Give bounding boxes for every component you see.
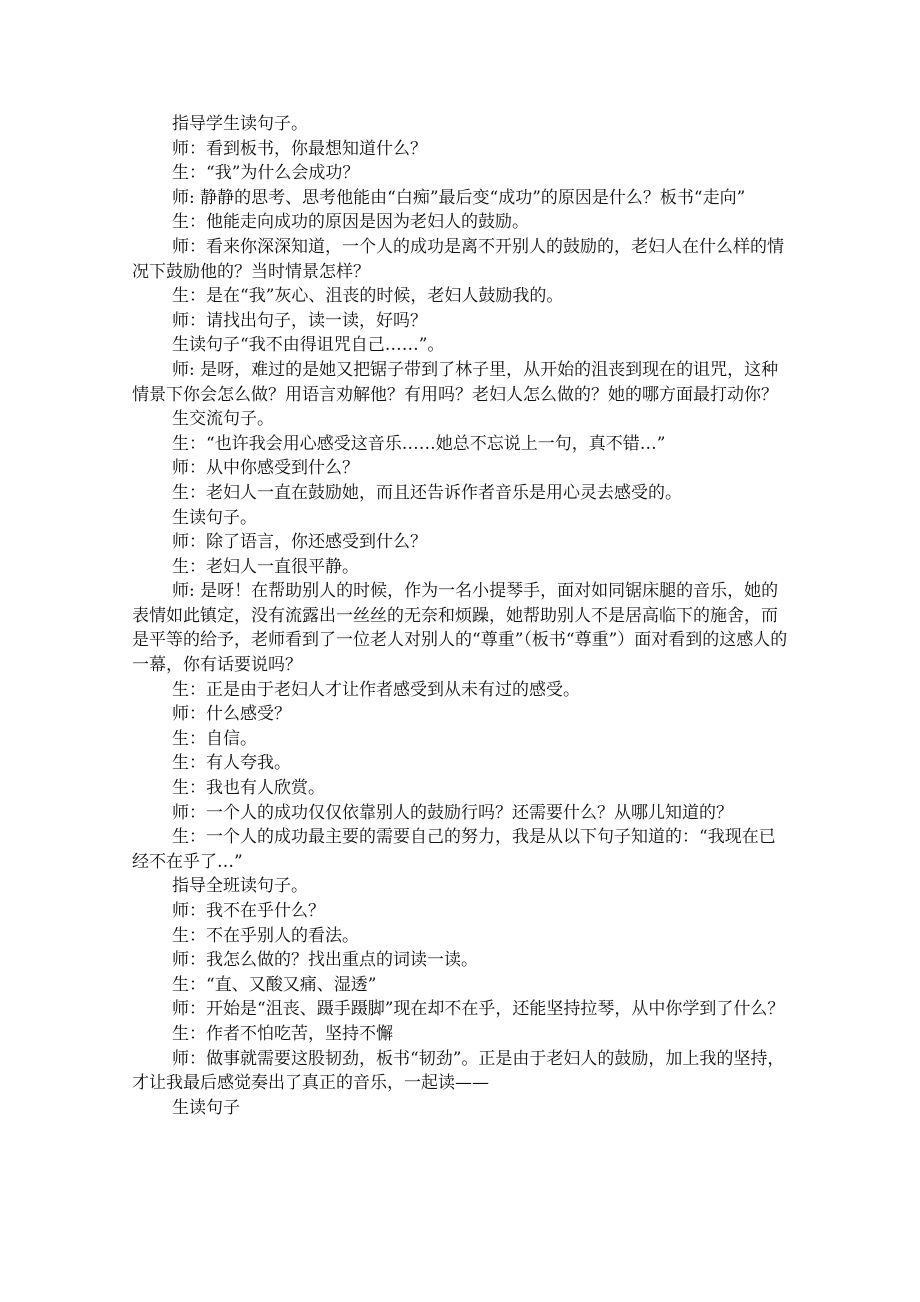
paragraph: 师：从中你感受到什么？ (172, 458, 359, 479)
paragraph: 生：老妇人一直在鼓励她，而且还告诉作者音乐是用心灵去感受的。 (172, 482, 682, 503)
paragraph: 生交流句子。 (172, 409, 274, 430)
paragraph: 师：请找出句子，读一读，好吗？ (172, 310, 427, 331)
paragraph: 生：“我”为什么会成功？ (172, 163, 360, 184)
paragraph: 生读句子“我不由得诅咒自己……”。 (172, 335, 445, 356)
paragraph: 生：我也有人欣赏。 (172, 778, 325, 799)
paragraph: 师：我不在乎什么？ (172, 901, 325, 921)
paragraph: 生：“直、又酸又痛、湿透” (172, 974, 377, 995)
paragraph: 生读句子。 (172, 507, 257, 528)
paragraph: 生：“也许我会用心感受这音乐……她总不忘说上一句，真不错…” (172, 433, 666, 454)
paragraph: 师：我怎么做的？找出重点的词读一读。 (172, 950, 478, 971)
lesson-transcript (132, 112, 788, 1120)
paragraph: 师: 是呀，难过的是她又把锯子带到了林子里，从开始的沮丧到现在的诅咒，这种情景下你会怎么做？用语言劝解他？有用吗？老妇人怎么做的？她的哪方面最打动你？ (132, 359, 779, 405)
paragraph: 师：看来你深深知道，一个人的成功是离不开别人的鼓励的，老妇人在什么样的情况下鼓励他的？当时情景怎样？ (132, 236, 784, 282)
paragraph: 生：有人夸我。 (172, 753, 291, 774)
paragraph: 生：不在乎别人的看法。 (172, 925, 359, 946)
paragraph: 师：做事就需要这股韧劲，板书“韧劲”。正是由于老妇人的鼓励，加上我的坚持，才让我最后感觉奏出了真正的音乐，一起读—— (132, 1048, 785, 1094)
paragraph: 师: 静静的思考、思考他能由“白痴”最后变“成功”的原因是什么？板书“走向” (172, 187, 746, 208)
paragraph: 师：什么感受？ (172, 704, 291, 725)
paragraph: 生：是在“我”灰心、沮丧的时候，老妇人鼓励我的。 (172, 286, 564, 307)
paragraph: 生：正是由于老妇人才让作者感受到从未有过的感受。 (172, 679, 580, 700)
paragraph: 师：除了语言，你还感受到什么？ (172, 532, 427, 553)
paragraph: 师: 是呀！在帮助别人的时候，作为一名小提琴手，面对如同锯床腿的音乐，她的表情如此镇定，没有流露出一丝丝的无奈和烦躁，她帮助别人不是居高临下的施舍，而是平等的给予，老师看到了一位老人对别人的“尊重”（板书“尊重”）面对看到的这感人的一幕，你有话要说吗？ (132, 581, 788, 676)
paragraph: 师：开始是“沮丧、蹑手蹑脚”现在却不在乎，还能坚持拉琴，从中你学到了什么？ (172, 999, 785, 1020)
paragraph: 师：看到板书，你最想知道什么？ (172, 138, 427, 159)
paragraph: 生读句子 (172, 1097, 240, 1118)
paragraph: 生：老妇人一直很平静。 (172, 556, 359, 577)
paragraph: 指导全班读句子。 (172, 876, 308, 897)
paragraph: 生：他能走向成功的原因是因为老妇人的鼓励。 (172, 212, 529, 233)
paragraph: 生：作者不怕吃苦，坚持不懈 (172, 1023, 393, 1044)
paragraph: 生：一个人的成功最主要的需要自己的努力，我是从以下句子知道的：“我现在已经不在乎了…” (132, 827, 776, 872)
paragraph: 指导学生读句子。 (172, 114, 308, 134)
paragraph: 师：一个人的成功仅仅依靠别人的鼓励行吗？还需要什么？从哪儿知道的？ (172, 802, 733, 823)
paragraph: 生：自信。 (172, 728, 257, 749)
